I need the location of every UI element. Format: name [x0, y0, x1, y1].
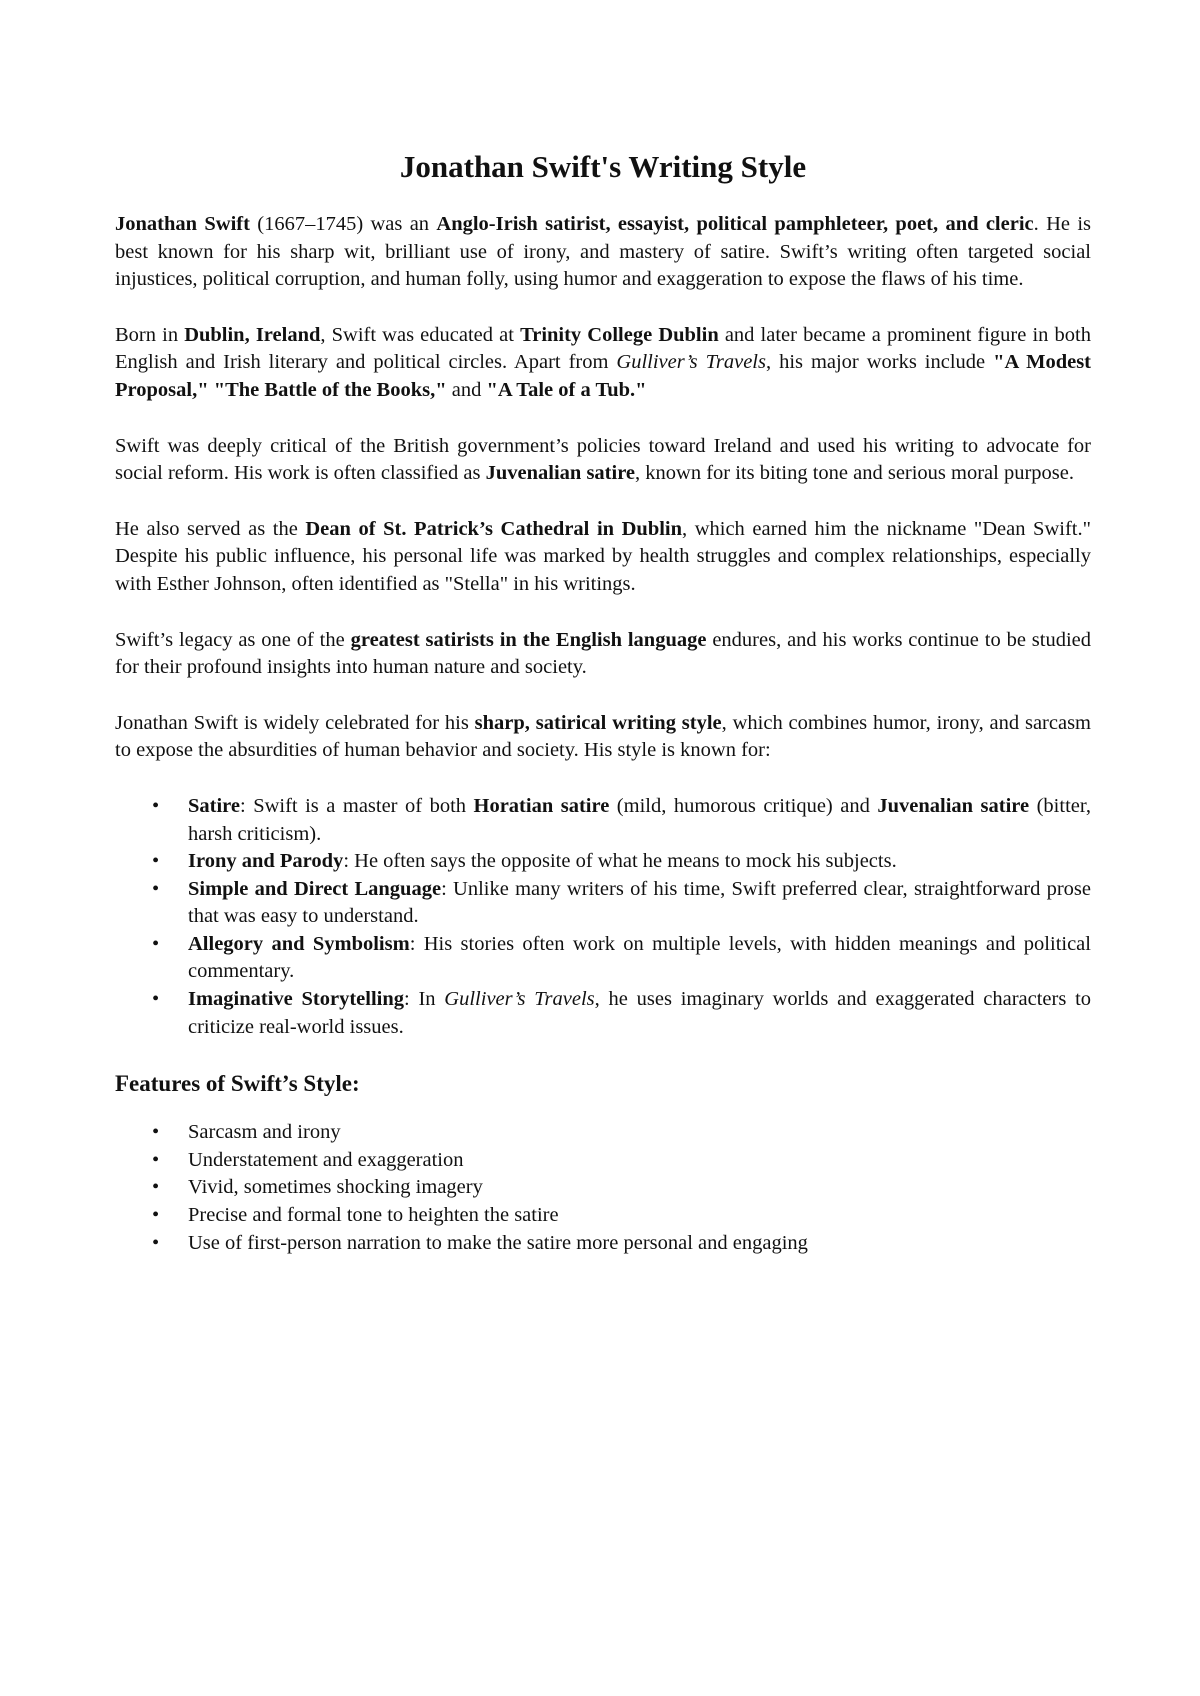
- paragraph-intro: Jonathan Swift (1667–1745) was an Anglo-Irish satirist, essayist, political pamphleteer, poet, and cleric. He is best known for his sharp wit, brilliant use of irony, and mastery of satire. Swift’s writing often targeted social injustices, political corruption, and human folly, using humor and exaggeration to expose the flaws of his time.: [115, 213, 1091, 291]
- list-item: • Simple and Direct Language: Unlike many writers of his time, Swift preferred clear, straightforward prose that was easy to understand.: [188, 876, 1091, 931]
- document-title: Jonathan Swift's Writing Style: [399, 149, 807, 184]
- list-item: • Imaginative Storytelling: In Gulliver’s Travels, he uses imaginary worlds and exaggerated characters to criticize real-world issues.: [188, 986, 1091, 1041]
- paragraph-critique: Swift was deeply critical of the British government’s policies toward Ireland and used his writing to advocate for social reform. His work is often classified as Juvenalian satire, known for its biting tone and serious moral purpose.: [115, 434, 1091, 485]
- paragraph-style-intro: Jonathan Swift is widely celebrated for his sharp, satirical writing style, which combines humor, irony, and sarcasm to expose the absurdities of human behavior and society. His style is known for:: [115, 711, 1091, 762]
- paragraph-background: Born in Dublin, Ireland, Swift was educated at Trinity College Dublin and later became a prominent figure in both English and Irish literary and political circles. Apart from Gulliver’s Travels, his major works include "A Modest Proposal," "The Battle of the Books," and "A Tale of a Tub.": [115, 323, 1091, 401]
- document-page: [115, 148, 1091, 1285]
- list-item: • Vivid, sometimes shocking imagery: [188, 1174, 1091, 1202]
- list-item: • Use of first-person narration to make the satire more personal and engaging: [188, 1230, 1091, 1258]
- paragraph-dean: He also served as the Dean of St. Patrick’s Cathedral in Dublin, which earned him the nickname "Dean Swift." Despite his public influence, his personal life was marked by health struggles and complex relationships, especially with Esther Johnson, often identified as "Stella" in his writings.: [115, 517, 1091, 595]
- list-item: • Sarcasm and irony: [188, 1119, 1091, 1147]
- style-list: [115, 793, 1091, 1041]
- features-list: [115, 1119, 1091, 1257]
- list-item: • Understatement and exaggeration: [188, 1147, 1091, 1175]
- features-heading: Features of Swift’s Style:: [115, 1071, 360, 1097]
- list-item: • Satire: Swift is a master of both Horatian satire (mild, humorous critique) and Juvenalian satire (bitter, harsh criticism).: [188, 793, 1091, 848]
- list-item: • Irony and Parody: He often says the opposite of what he means to mock his subjects.: [188, 848, 1091, 876]
- list-item: • Allegory and Symbolism: His stories often work on multiple levels, with hidden meanings and political commentary.: [188, 931, 1091, 986]
- list-item: • Precise and formal tone to heighten the satire: [188, 1202, 1091, 1230]
- paragraph-legacy: Swift’s legacy as one of the greatest satirists in the English language endures, and his works continue to be studied for their profound insights into human nature and society.: [115, 628, 1092, 679]
